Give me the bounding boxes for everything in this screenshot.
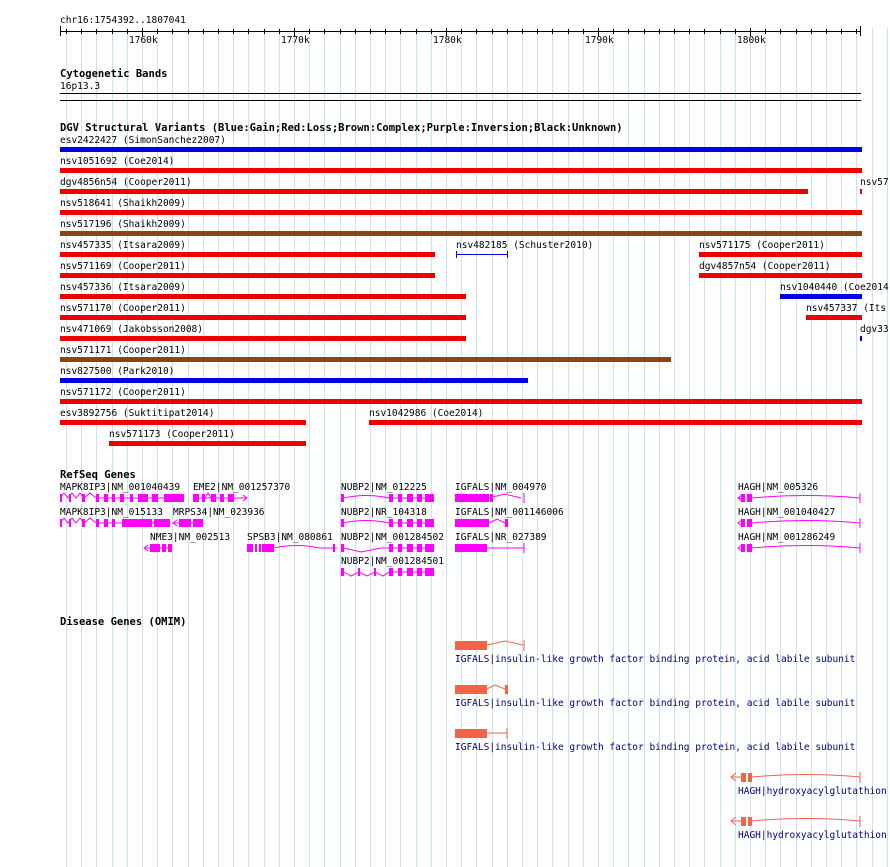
ruler-minor-tick [127,29,128,34]
ruler-minor-tick [218,29,219,34]
variant-bar-complex[interactable] [60,231,862,236]
ruler-minor-tick [644,29,645,34]
grid-line [96,28,97,867]
ruler-tick-label: 1790k [585,35,614,46]
omim-gene-model-hagh[interactable] [731,772,862,784]
gene-model-hagh[interactable] [738,517,862,529]
ruler-minor-tick [279,29,280,34]
ruler-minor-tick [765,29,766,34]
ruler-minor-tick [704,29,705,34]
omim-gene-label: IGFALS|insulin-like growth factor binding protein, acid labile subunit [455,698,856,709]
gene-label: NME3|NM_002513 [150,532,231,543]
variant-bar-loss[interactable] [806,315,862,320]
variant-label: nsv457337 (Its [806,303,887,314]
grid-line [355,28,356,867]
ruler-minor-tick [507,29,508,34]
gene-model-nubp2[interactable] [341,517,441,529]
ruler-minor-tick [628,29,629,34]
gene-label: SPSB3|NM_080861 [247,532,333,543]
gene-label: NUBP2|NM_001284501 [341,556,444,567]
variant-bar-loss[interactable] [60,399,862,404]
gene-model-nubp2[interactable] [341,566,441,578]
variant-bar-loss[interactable] [60,252,435,257]
ruler-tick-label: 1770k [281,35,310,46]
ruler-minor-tick [720,29,721,34]
ruler-minor-tick [233,29,234,34]
ruler-minor-tick [674,29,675,34]
variant-label: nsv517196 (Shaikh2009) [60,219,186,230]
omim-gene-label: HAGH|hydroxyacylglutathion [738,830,887,841]
ruler-minor-tick [340,29,341,34]
variant-label: nsv471069 (Jakobsson2008) [60,324,203,335]
variant-bar-loss[interactable] [699,252,862,257]
grid-line [264,28,265,867]
omim-gene-label: IGFALS|insulin-like growth factor binding protein, acid labile subunit [455,742,856,753]
gene-label: MRPS34|NM_023936 [173,507,265,518]
gene-label: MAPK8IP3|NM_001040439 [60,482,181,493]
ruler-minor-tick [324,29,325,34]
grid-line [233,28,234,867]
variant-bar-loss[interactable] [60,336,466,341]
gene-label: NUBP2|NM_001284502 [341,532,444,543]
grid-line [127,28,128,867]
variant-bar-loss[interactable] [60,294,466,299]
grid-line [309,28,310,867]
ruler-minor-tick [476,29,477,34]
gene-model-hagh[interactable] [738,492,862,504]
variant-label: nsv57 [860,177,889,188]
ruler-minor-tick [172,29,173,34]
ruler-minor-tick [416,29,417,34]
variant-label: nsv1051692 (Coe2014) [60,156,175,167]
grid-line [340,28,341,867]
variant-bar-gain-small[interactable] [456,250,508,259]
omim-gene-label: IGFALS|insulin-like growth factor binding protein, acid labile subunit [455,654,856,665]
gene-model-igfals[interactable] [455,542,530,554]
ruler-minor-tick [248,29,249,34]
ruler-minor-tick [522,29,523,34]
ruler-minor-tick [659,29,660,34]
omim-gene-model-igfals[interactable] [455,640,530,652]
gene-label: IGFALS|NM_004970 [455,482,547,493]
cytoband-label: 16p13.3 [60,81,101,92]
grid-line [66,28,67,867]
variant-label: dgv4856n54 (Cooper2011) [60,177,192,188]
grid-line [112,28,113,867]
ruler-minor-tick [492,29,493,34]
variant-label: nsv571169 (Cooper2011) [60,261,186,272]
ruler-minor-tick [461,29,462,34]
variant-bar-loss[interactable] [860,189,862,194]
gene-model-nubp2[interactable] [341,542,441,554]
ruler-tick-label: 1800k [737,35,766,46]
cytoband-top-line [60,93,861,94]
variant-bar-loss[interactable] [60,273,435,278]
gene-model-mrps34[interactable] [173,517,243,529]
variant-bar-loss[interactable] [109,441,306,446]
grid-line [416,28,417,867]
dgv-track-title: DGV Structural Variants (Blue:Gain;Red:Loss;Brown:Complex;Purple:Inversion;Black:Unknown) [60,122,623,134]
grid-line [385,28,386,867]
gene-label: HAGH|NM_001040427 [738,507,836,518]
grid-line [188,28,189,867]
variant-bar-loss[interactable] [60,189,808,194]
variant-bar-loss[interactable] [60,315,466,320]
grid-line [81,28,82,867]
gene-model-mapk8ip3[interactable] [60,517,190,529]
ruler-minor-tick [856,29,857,34]
grid-line [856,28,857,867]
variant-label: nsv827500 (Park2010) [60,366,175,377]
grid-line [279,28,280,867]
ruler-minor-tick [157,29,158,34]
cytoband-track-title: Cytogenetic Bands [60,68,168,80]
ruler-minor-tick [385,29,386,34]
variant-label: nsv457336 (Itsara2009) [60,282,186,293]
gene-label: MAPK8IP3|NM_015133 [60,507,163,518]
ruler-minor-tick [796,29,797,34]
ruler-minor-tick [780,29,781,34]
ruler-end-cap [860,26,861,36]
ruler-minor-tick [735,29,736,34]
ruler-minor-tick [264,29,265,34]
ruler-minor-tick [309,29,310,34]
omim-gene-model-igfals[interactable] [455,684,530,696]
gene-label: HAGH|NM_001286249 [738,532,836,543]
ruler-minor-tick [826,29,827,34]
variant-bar-loss[interactable] [60,210,862,215]
variant-label: nsv571171 (Cooper2011) [60,345,186,356]
grid-line [324,28,325,867]
grid-line [172,28,173,867]
grid-line [294,28,295,867]
refseq-track-title: RefSeq Genes [60,469,136,481]
variant-label: nsv518641 (Shaikh2009) [60,198,186,209]
ruler-minor-tick [613,29,614,34]
ruler-minor-tick [188,29,189,34]
gene-model-spsb3[interactable] [247,542,339,554]
grid-line [887,28,888,867]
grid-line [157,28,158,867]
ruler-tick-label: 1760k [129,35,158,46]
variant-label: nsv1042986 (Coe2014) [369,408,484,419]
gene-model-mapk8ip3[interactable] [60,492,190,504]
variant-label: nsv1040440 (Coe2014 [780,282,889,293]
ruler-minor-tick [841,29,842,34]
ruler-minor-tick [112,29,113,34]
grid-line [370,28,371,867]
omim-gene-model-igfals[interactable] [455,728,530,740]
gene-label: HAGH|NM_005326 [738,482,819,493]
variant-bar-loss[interactable] [369,420,862,425]
variant-bar-gain[interactable] [860,336,862,341]
ruler-minor-tick [81,29,82,34]
gene-model-hagh[interactable] [738,542,862,554]
ruler-minor-tick [568,29,569,34]
ruler-minor-tick [400,29,401,34]
grid-line [400,28,401,867]
grid-line [248,28,249,867]
omim-track-title: Disease Genes (OMIM) [60,616,187,628]
variant-label: nsv571173 (Cooper2011) [109,429,235,440]
grid-line [431,28,432,867]
ruler-minor-tick [431,29,432,34]
ruler-minor-tick [203,29,204,34]
ruler-minor-tick [583,29,584,34]
variant-label: nsv571172 (Cooper2011) [60,387,186,398]
gene-label: EME2|NM_001257370 [193,482,291,493]
cytoband-bottom-line [60,100,861,101]
ruler-minor-tick [811,29,812,34]
ruler-minor-tick [552,29,553,34]
variant-label: nsv482185 (Schuster2010) [456,240,594,251]
gene-label: NUBP2|NM_012225 [341,482,427,493]
grid-line [872,28,873,867]
variant-label: esv3892756 (Suktitipat2014) [60,408,215,419]
ruler-minor-tick [66,29,67,34]
omim-gene-model-hagh[interactable] [731,816,862,828]
grid-line [446,28,447,867]
variant-bar-loss[interactable] [60,420,306,425]
gene-model-nme3[interactable] [144,542,184,554]
gene-model-igfals[interactable] [455,492,530,504]
ruler-minor-tick [355,29,356,34]
variant-label: dgv33 [860,324,889,335]
variant-bar-gain[interactable] [780,294,862,299]
gene-label: NUBP2|NR_104318 [341,507,427,518]
grid-line [203,28,204,867]
ruler-minor-tick [96,29,97,34]
gene-label: IGFALS|NR_027389 [455,532,547,543]
variant-bar-loss[interactable] [699,273,862,278]
variant-bar-complex[interactable] [60,357,671,362]
ruler-minor-tick [370,29,371,34]
variant-label: esv2422427 (SimonSanchez2007) [60,135,226,146]
gene-label: IGFALS|NM_001146006 [455,507,564,518]
variant-bar-gain[interactable] [60,147,862,152]
omim-gene-label: HAGH|hydroxyacylglutathion [738,786,887,797]
ruler-position: chr16:1754392..1807041 [60,15,186,26]
gene-model-eme2[interactable] [193,492,253,504]
variant-bar-loss[interactable] [60,168,862,173]
ruler-start-cap [60,26,61,36]
gene-model-igfals[interactable] [455,517,530,529]
variant-bar-gain[interactable] [60,378,528,383]
variant-label: nsv571170 (Cooper2011) [60,303,186,314]
ruler-minor-tick [537,29,538,34]
grid-line [142,28,143,867]
variant-label: dgv4857n54 (Cooper2011) [699,261,831,272]
variant-label: nsv457335 (Itsara2009) [60,240,186,251]
ruler-tick-label: 1780k [433,35,462,46]
gene-model-nubp2[interactable] [341,492,441,504]
ruler-minor-tick [689,29,690,34]
grid-line [218,28,219,867]
variant-label: nsv571175 (Cooper2011) [699,240,825,251]
